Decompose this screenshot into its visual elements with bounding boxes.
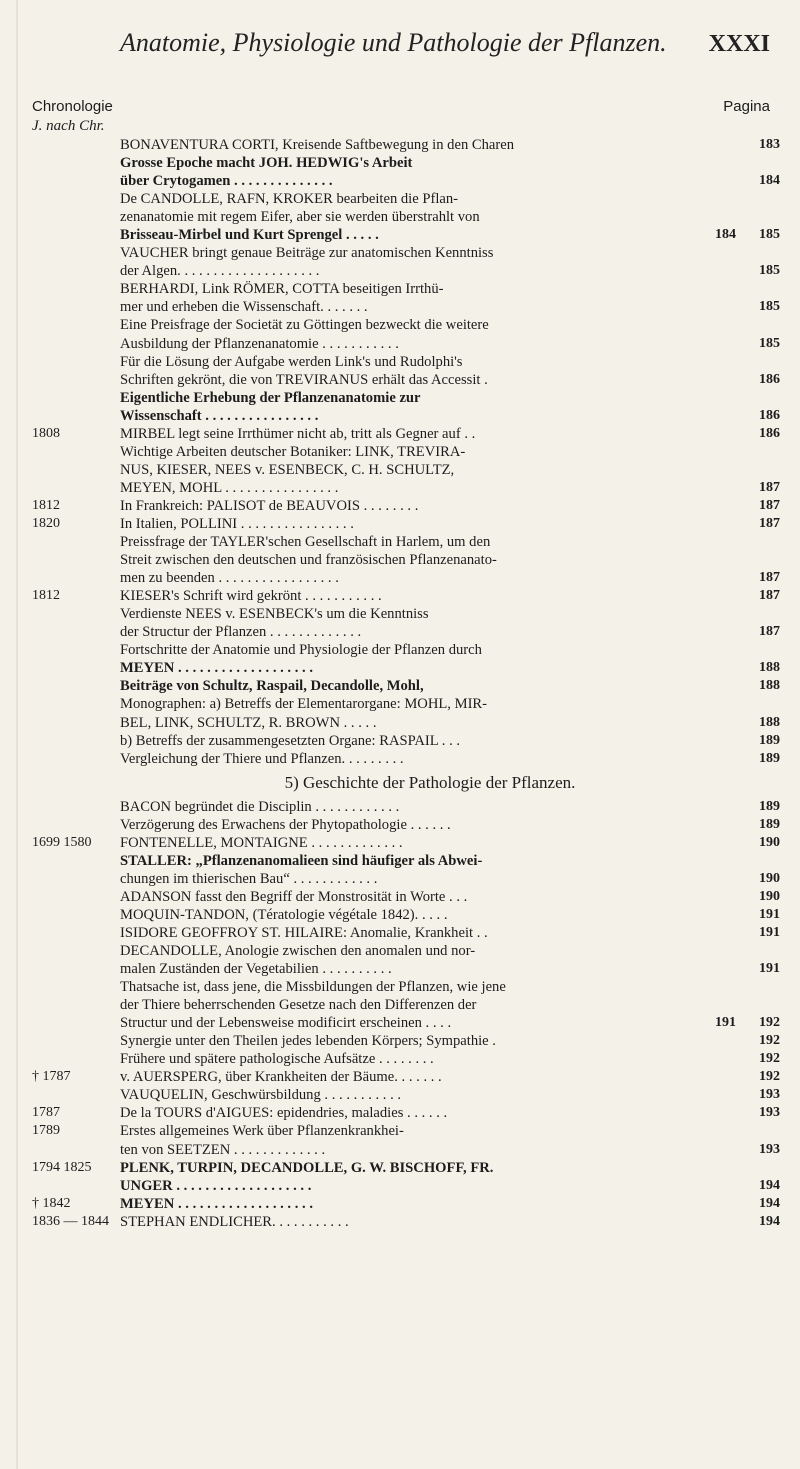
entry-line	[0, 154, 800, 172]
entry-text: MEYEN . . . . . . . . . . . . . . . . . . .	[120, 660, 313, 677]
entry-text: In Italien, POLLINI . . . . . . . . . . . . . . . .	[120, 515, 354, 532]
entry-line	[0, 389, 800, 407]
column-chronologie: Chronologie	[32, 98, 113, 115]
entry-line	[0, 136, 800, 154]
entry-line	[0, 1068, 800, 1086]
entry-line	[0, 834, 800, 852]
entry-line	[0, 479, 800, 497]
entry-text: Fortschritte der Anatomie und Physiologie der Pflanzen durch	[120, 642, 482, 659]
entry-line	[0, 888, 800, 906]
entry-text: zenanatomie mit regem Eifer, aber sie werden überstrahlt von	[120, 209, 480, 226]
entry-year: † 1787	[32, 1069, 71, 1085]
entry-line	[0, 641, 800, 659]
entry-line	[0, 172, 800, 190]
entry-line	[0, 1104, 800, 1122]
entry-page: 192	[759, 1051, 780, 1067]
section-heading	[0, 768, 800, 798]
entry-page: 188	[759, 660, 780, 676]
entry-text: MOQUIN-TANDON, (Tératologie végétale 1842). . . . .	[120, 906, 448, 923]
entry-text: Streit zwischen den deutschen und französischen Pflanzenanato-	[120, 552, 497, 569]
entry-page: 191	[759, 924, 780, 940]
entry-text: Beiträge von Schultz, Raspail, Decandolle, Mohl,	[120, 678, 424, 695]
entry-line	[0, 1032, 800, 1050]
entry-line	[0, 714, 800, 732]
entry-line	[0, 659, 800, 677]
entry-text: Grosse Epoche macht JOH. HEDWIG's Arbeit	[120, 155, 413, 172]
entry-year: 1789	[32, 1123, 60, 1139]
entry-line	[0, 1122, 800, 1140]
entry-line	[0, 244, 800, 262]
entry-page: 192	[759, 1033, 780, 1049]
entry-line	[0, 1141, 800, 1159]
entry-page: 194	[759, 1195, 780, 1211]
entry-page: 188	[759, 714, 780, 730]
entry-text: Verdienste NEES v. ESENBECK's um die Kenntniss	[120, 606, 429, 623]
column-pagina: Pagina	[723, 98, 770, 115]
entry-page: 187	[759, 479, 780, 495]
entry-page: 193	[759, 1105, 780, 1121]
entry-page: 189	[759, 750, 780, 766]
entry-year: 1699 1580	[32, 834, 92, 850]
entry-text: NUS, KIESER, NEES v. ESENBECK, C. H. SCHULTZ,	[120, 461, 455, 478]
entry-line	[0, 569, 800, 587]
entry-line	[0, 695, 800, 713]
entry-text: De la TOURS d'AIGUES: epidendries, maladies . . . . . .	[120, 1105, 448, 1122]
entry-line	[0, 870, 800, 888]
entry-text: MIRBEL legt seine Irrthümer nicht ab, tritt als Gegner auf . .	[120, 425, 476, 442]
entry-line	[0, 461, 800, 479]
entry-line	[0, 533, 800, 551]
entry-text: ADANSON fasst den Begriff der Monstrosität in Worte . . .	[120, 888, 468, 905]
entry-text: der Thiere beherrschenden Gesetze nach den Differenzen der	[120, 997, 477, 1014]
entry-text: VAUCHER bringt genaue Beiträge zur anatomischen Kenntniss	[120, 245, 494, 262]
entry-text: Für die Lösung der Aufgabe werden Link's und Rudolphi's	[120, 353, 463, 370]
entry-line	[0, 750, 800, 768]
entry-text: malen Zuständen der Vegetabilien . . . . . . . . . .	[120, 961, 392, 978]
entry-line	[0, 587, 800, 605]
entry-text: mer und erheben die Wissenschaft. . . . . . .	[120, 299, 368, 316]
entry-page: 183	[759, 137, 780, 152]
entry-page: 191	[759, 906, 780, 922]
entry-line	[0, 1014, 800, 1032]
entry-line	[0, 190, 800, 208]
entry-text: Erstes allgemeines Werk über Pflanzenkrankhei-	[120, 1123, 404, 1140]
entry-line	[0, 677, 800, 695]
entry-line	[0, 425, 800, 443]
entry-text: Structur und der Lebensweise modificirt erscheinen . . . .	[120, 1015, 452, 1032]
entry-page: 186	[759, 425, 780, 441]
entry-text: Eigentliche Erhebung der Pflanzenanatomie zur	[120, 389, 421, 406]
entry-page: 189	[759, 732, 780, 748]
entry-line	[0, 371, 800, 389]
entry-list	[0, 136, 800, 1231]
entry-text: KIESER's Schrift wird gekrönt . . . . . . . . . . .	[120, 588, 382, 605]
entry-line	[0, 316, 800, 334]
entry-page: 193	[759, 1087, 780, 1103]
entry-text: Wissenschaft . . . . . . . . . . . . . . . .	[120, 407, 319, 424]
page-number: XXXI	[708, 31, 770, 57]
entry-page: 189	[759, 816, 780, 832]
entry-line	[0, 262, 800, 280]
entry-page: 186	[759, 371, 780, 387]
entry-text: b) Betreffs der zusammengesetzten Organe: RASPAIL . . .	[120, 732, 461, 749]
entry-text: MEYEN, MOHL . . . . . . . . . . . . . . . .	[120, 479, 339, 496]
entry-page: 194	[759, 1177, 780, 1193]
entry-year: † 1842	[32, 1195, 71, 1211]
entry-text: In Frankreich: PALISOT de BEAUVOIS . . . . . . . .	[120, 497, 419, 514]
entry-line	[0, 1086, 800, 1104]
entry-line	[0, 978, 800, 996]
entry-line	[0, 960, 800, 978]
entry-line	[0, 1177, 800, 1195]
entry-text: BONAVENTURA CORTI, Kreisende Saftbewegung in den Charen	[120, 137, 515, 153]
entry-line	[0, 551, 800, 569]
entry-line	[0, 226, 800, 244]
entry-year: 1808	[32, 425, 60, 441]
entry-line	[0, 1195, 800, 1213]
entry-text: BERHARDI, Link RÖMER, COTTA beseitigen Irrthü-	[120, 281, 444, 298]
entry-page: 190	[759, 834, 780, 850]
entry-text: STALLER: „Pflanzenanomalieen sind häufiger als Abwei-	[120, 852, 483, 869]
entry-text: Synergie unter den Theilen jedes lebenden Körpers; Sympathie .	[120, 1033, 496, 1050]
entry-page: 184	[759, 173, 780, 189]
entry-line	[0, 942, 800, 960]
entry-text: der Structur der Pflanzen . . . . . . . . . . . . .	[120, 624, 362, 641]
entry-line	[0, 335, 800, 353]
entry-text: BACON begründet die Disciplin . . . . . . . . . . . .	[120, 798, 400, 815]
entry-line	[0, 515, 800, 533]
entry-page: 187	[759, 588, 780, 604]
entry-line	[0, 924, 800, 942]
page-title: Anatomie, Physiologie und Pathologie der Pflanzen.	[120, 28, 667, 57]
entry-text: Verzögerung des Erwachens der Phytopathologie . . . . . .	[120, 816, 451, 833]
entry-page: 188	[759, 678, 780, 694]
entry-page: 185	[759, 299, 780, 315]
entry-text: Ausbildung der Pflanzenanatomie . . . . . . . . . . .	[120, 335, 399, 352]
entry-line	[0, 816, 800, 834]
entry-year: 1812	[32, 588, 60, 604]
entry-line	[0, 353, 800, 371]
entry-page: 189	[759, 798, 780, 814]
entry-text: ten von SEETZEN . . . . . . . . . . . . .	[120, 1141, 326, 1158]
entry-page: 191	[759, 961, 780, 977]
entry-line	[0, 407, 800, 425]
entry-text: VAUQUELIN, Geschwürsbildung . . . . . . . . . . .	[120, 1087, 402, 1104]
entry-page: 192	[759, 1015, 780, 1031]
entry-page: 194	[759, 1213, 780, 1229]
entry-page-start: 191	[715, 1015, 736, 1031]
entry-line	[0, 497, 800, 515]
entry-page: 185	[759, 263, 780, 279]
entry-year: 1836 — 1844	[32, 1213, 109, 1229]
entry-page-start: 184	[715, 227, 736, 243]
entry-line	[0, 1159, 800, 1177]
running-head	[120, 28, 770, 58]
entry-page: 193	[759, 1141, 780, 1157]
entry-text: BEL, LINK, SCHULTZ, R. BROWN . . . . .	[120, 714, 377, 731]
entry-page: 190	[759, 888, 780, 904]
entry-text: Schriften gekrönt, die von TREVIRANUS erhält das Accessit .	[120, 371, 488, 388]
entry-page: 185	[759, 227, 780, 243]
entry-text: De CANDOLLE, RAFN, KROKER bearbeiten die Pflan-	[120, 191, 459, 208]
entry-text: v. AUERSPERG, über Krankheiten der Bäume. . . . . . .	[120, 1069, 442, 1086]
entry-line	[0, 798, 800, 816]
entry-text: über Crytogamen . . . . . . . . . . . . . .	[120, 173, 333, 190]
entry-page: 185	[759, 335, 780, 351]
entry-line	[0, 623, 800, 641]
entry-year: 1787	[32, 1105, 60, 1121]
entry-page: 187	[759, 515, 780, 531]
entry-text: Eine Preisfrage der Societät zu Göttingen bezweckt die weitere	[120, 317, 489, 334]
entry-line	[0, 280, 800, 298]
entry-text: UNGER . . . . . . . . . . . . . . . . . . .	[120, 1177, 312, 1194]
entry-text: Preissfrage der TAYLER'schen Gesellschaft in Harlem, um den	[120, 534, 491, 551]
column-subheader: J. nach Chr.	[32, 118, 105, 134]
entry-line	[0, 996, 800, 1014]
entry-text: DECANDOLLE, Anologie zwischen den anomalen und nor-	[120, 943, 476, 960]
entry-page: 186	[759, 407, 780, 423]
entry-page: 187	[759, 497, 780, 513]
entry-text: ISIDORE GEOFFROY ST. HILAIRE: Anomalie, Krankheit . .	[120, 924, 488, 941]
entry-line	[0, 1050, 800, 1068]
entry-line	[0, 1213, 800, 1231]
entry-line	[0, 605, 800, 623]
entry-text: PLENK, TURPIN, DECANDOLLE, G. W. BISCHOFF, FR.	[120, 1159, 494, 1176]
entry-page: 190	[759, 870, 780, 886]
section-heading-text: 5) Geschichte der Pathologie der Pflanzen.	[284, 772, 576, 792]
entry-text: men zu beenden . . . . . . . . . . . . . . . . .	[120, 570, 339, 587]
entry-text: STEPHAN ENDLICHER. . . . . . . . . . .	[120, 1213, 349, 1230]
entry-line	[0, 732, 800, 750]
entry-year: 1812	[32, 497, 60, 513]
entry-text: MEYEN . . . . . . . . . . . . . . . . . . .	[120, 1195, 313, 1212]
entry-text: Frühere und spätere pathologische Aufsätze . . . . . . . .	[120, 1051, 434, 1068]
entry-text: Wichtige Arbeiten deutscher Botaniker: LINK, TREVIRA-	[120, 443, 466, 460]
entry-page: 187	[759, 624, 780, 640]
entry-text: chungen im thierischen Bau“ . . . . . . . . . . . .	[120, 870, 378, 887]
entry-line	[0, 906, 800, 924]
entry-line	[0, 298, 800, 316]
entry-page: 187	[759, 570, 780, 586]
entry-text: Monographen: a) Betreffs der Elementarorgane: MOHL, MIR-	[120, 696, 488, 713]
entry-text: Brisseau-Mirbel und Kurt Sprengel . . . . .	[120, 227, 379, 244]
entry-text: Thatsache ist, dass jene, die Missbildungen der Pflanzen, wie jene	[120, 979, 506, 996]
entry-text: FONTENELLE, MONTAIGNE . . . . . . . . . . . . .	[120, 834, 403, 851]
entry-year: 1794 1825	[32, 1159, 92, 1175]
entry-text: der Algen. . . . . . . . . . . . . . . . . . . .	[120, 263, 320, 280]
entry-line	[0, 208, 800, 226]
entry-line	[0, 852, 800, 870]
entry-line	[0, 443, 800, 461]
entry-text: Vergleichung der Thiere und Pflanzen. . . . . . . . .	[120, 750, 404, 767]
entry-year: 1820	[32, 515, 60, 531]
entry-page: 192	[759, 1069, 780, 1085]
column-header	[32, 98, 770, 115]
